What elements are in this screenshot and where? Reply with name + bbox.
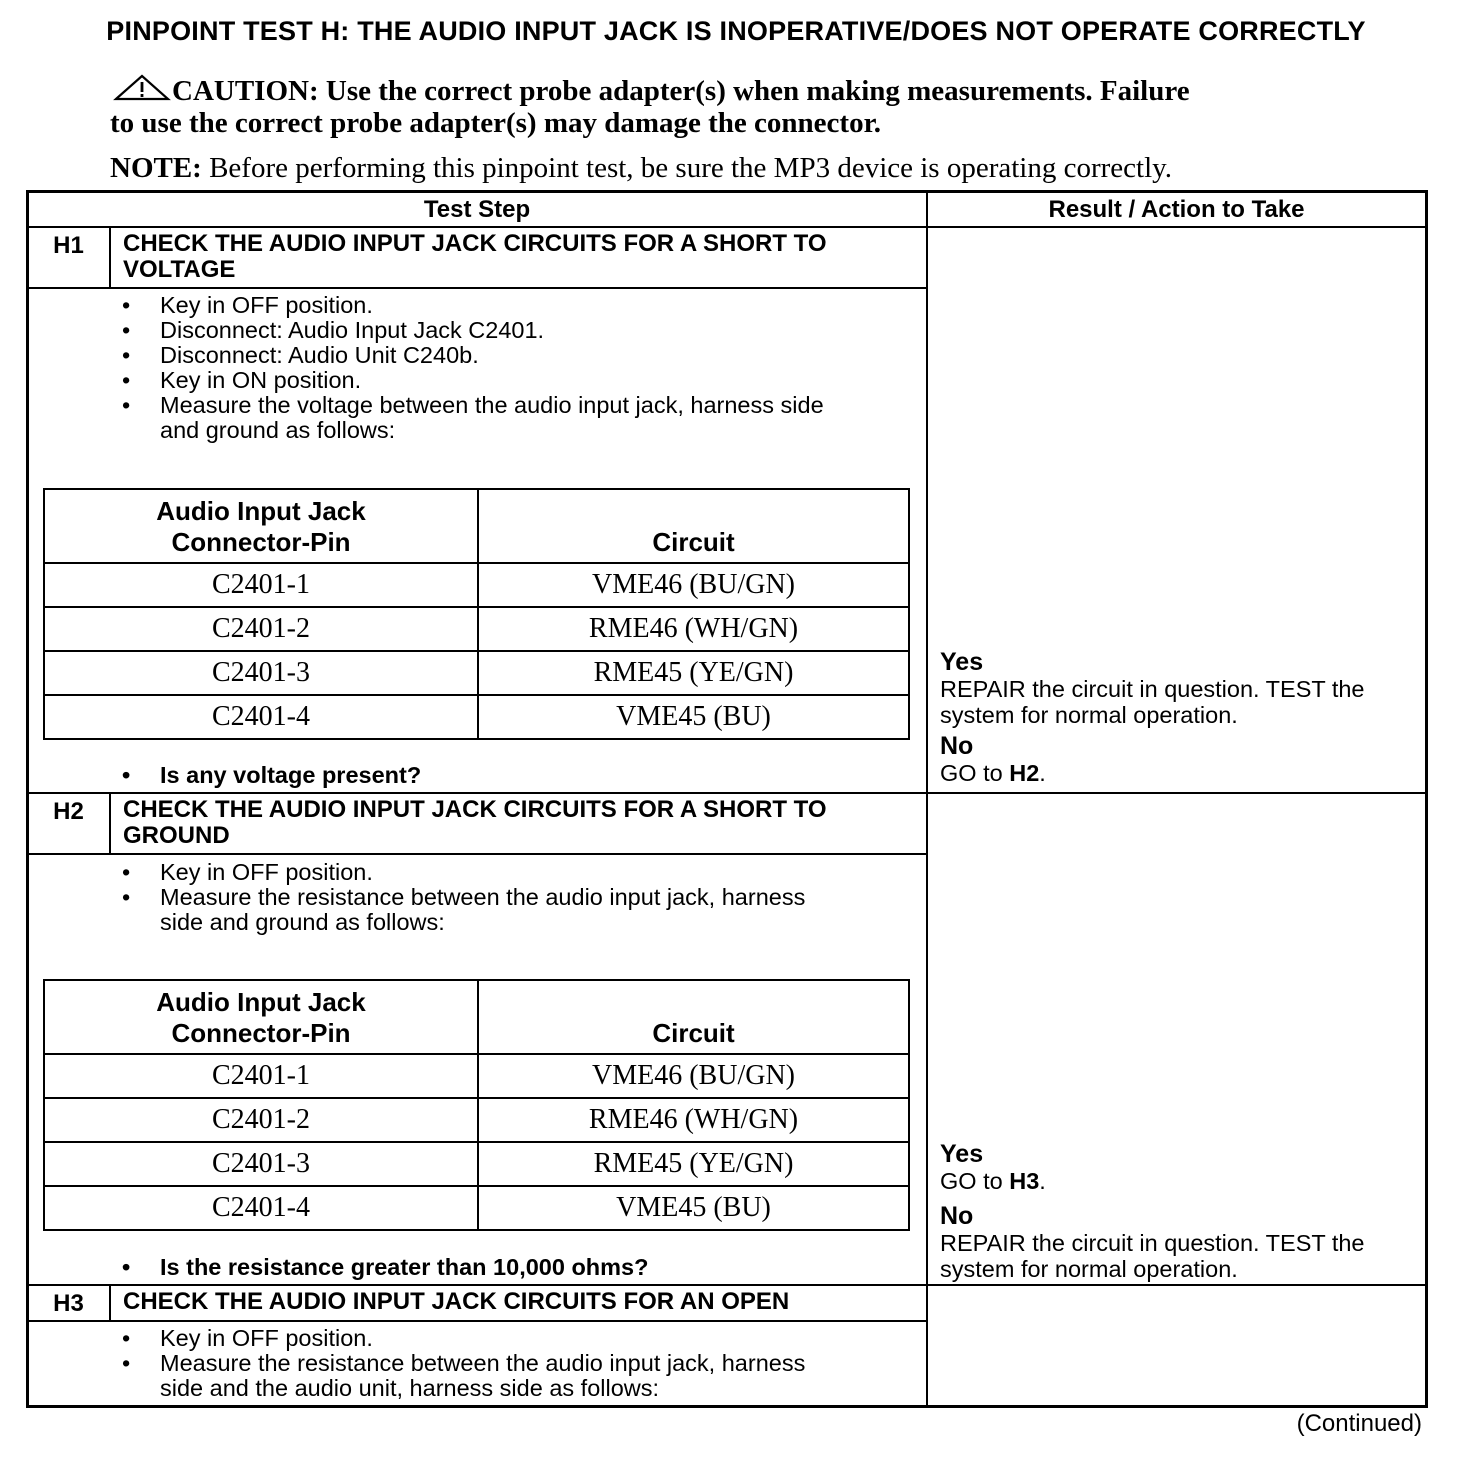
question-h2: • Is the resistance greater than 10,000 ohms? [122,1254,649,1280]
list-item-text: and ground as follows: [160,417,396,443]
no-label: No [940,1202,974,1230]
list-item-text: Key in OFF position. [160,859,373,885]
circuit-cell: VME46 (BU/GN) [478,563,909,607]
list-item [110,910,805,935]
note-label: NOTE: [110,152,202,184]
pin-cell: C2401-3 [44,1142,478,1186]
step-title-line: CHECK THE AUDIO INPUT JACK CIRCUITS FOR A SHORT TO [123,796,827,823]
step-title-line: CHECK THE AUDIO INPUT JACK CIRCUITS FOR A SHORT TO [123,230,827,257]
list-item-text: Measure the resistance between the audio input jack, harness [160,884,806,910]
note-text: Before performing this pinpoint test, be sure the MP3 device is operating correctly. [201,152,1173,184]
header-test-step: Test Step [423,196,531,223]
list-item-text: Key in OFF position. [160,292,373,318]
list-item-text: Measure the voltage between the audio input jack, harness side [160,392,824,418]
step-title-h3 [123,1289,789,1315]
circuit-cell: VME46 (BU/GN) [478,1054,909,1098]
list-item: • Disconnect: Audio Unit C240b. [122,342,479,368]
circuit-cell: RME45 (YE/GN) [478,1142,909,1186]
yes-prefix: GO to [940,1168,1010,1194]
circuit-cell: RME45 (YE/GN) [478,651,909,695]
yes-ref: H3 [1009,1168,1040,1194]
list-item: • Key in OFF position. [122,859,373,885]
caution-text-line1: Use the correct probe adapter(s) when making measurements. Failure [318,75,1190,107]
list-item: • Disconnect: Audio Input Jack C2401. [122,317,545,343]
warning-triangle-icon [112,74,172,102]
circuit-cell: RME46 (WH/GN) [478,607,909,651]
yes-text [940,1168,1365,1194]
header-result: Result / Action to Take [1048,196,1305,223]
pin-header [44,489,478,563]
pin-header-line: Connector-Pin [171,527,351,557]
page-title: PINPOINT TEST H: THE AUDIO INPUT JACK IS INOPERATIVE/DOES NOT OPERATE CORRECTLY [106,16,1366,46]
table-row [44,563,909,607]
no-text: system for normal operation. [940,1256,1238,1282]
list-item-text: Disconnect: Audio Unit C240b. [160,342,479,368]
step-id-h2: H2 [53,798,84,825]
list-item: • Key in ON position. [122,367,362,393]
table-row [44,1142,909,1186]
question-text: Is any voltage present? [160,762,422,788]
pin-cell: C2401-2 [44,607,478,651]
pin-cell: C2401-4 [44,1186,478,1230]
yes-label: Yes [940,1140,984,1168]
note-block [110,151,1172,185]
yes-label: Yes [940,648,984,676]
step-title-line: CHECK THE AUDIO INPUT JACK CIRCUITS FOR AN OPEN [123,1288,790,1315]
no-text [940,760,1365,786]
circuit-cell: RME46 (WH/GN) [478,1098,909,1142]
step-id-h3: H3 [53,1290,84,1317]
pin-cell: C2401-3 [44,651,478,695]
list-item-text: side and the audio unit, harness side as follows: [160,1375,660,1401]
result-h2 [940,1140,1365,1282]
pin-header-line: Connector-Pin [171,1018,351,1048]
pin-cell: C2401-1 [44,1054,478,1098]
pin-header-line: Audio Input Jack [156,496,366,526]
list-item: • Measure the voltage between the audio input jack, harness side [122,392,824,418]
caution-text-line2: to use the correct probe adapter(s) may damage the connector. [110,107,882,139]
circuit-header: Circuit [478,980,909,1054]
result-h1 [940,648,1365,786]
yes-text: REPAIR the circuit in question. TEST the [940,676,1365,702]
table-row [44,1054,909,1098]
bullet-list-h1 [110,293,824,443]
caution-block [112,74,1352,139]
list-item: • Key in OFF position. [122,1325,373,1351]
list-item-text: Measure the resistance between the audio input jack, harness [160,1350,806,1376]
pin-table-h2 [43,979,910,1231]
question-text: Is the resistance greater than 10,000 ohms? [160,1254,649,1280]
bullet-list-h3 [110,1326,805,1401]
circuit-cell: VME45 (BU) [478,1186,909,1230]
table-row [44,607,909,651]
pin-cell: C2401-2 [44,1098,478,1142]
no-prefix: GO to [940,760,1010,786]
list-item [110,418,824,443]
list-item-text: Key in ON position. [160,367,362,393]
list-item-text: side and ground as follows: [160,909,445,935]
pin-header-line: Audio Input Jack [156,987,366,1017]
question-h1: • Is any voltage present? [122,762,422,788]
pin-header [44,980,478,1054]
yes-suffix: . [1039,1168,1046,1194]
list-item [110,1376,805,1401]
step-title-line: VOLTAGE [123,256,236,283]
continued-label: (Continued) [1296,1410,1422,1437]
no-text: REPAIR the circuit in question. TEST the [940,1230,1365,1256]
list-item: • Measure the resistance between the audio input jack, harness [122,884,806,910]
table-row [44,1186,909,1230]
step-title-h1 [123,231,827,283]
table-row [44,651,909,695]
no-label: No [940,732,974,760]
pin-cell: C2401-4 [44,695,478,739]
no-suffix: . [1039,760,1046,786]
list-item: • Key in OFF position. [122,292,373,318]
step-id-h1: H1 [53,232,84,259]
no-ref: H2 [1009,760,1040,786]
pin-cell: C2401-1 [44,563,478,607]
circuit-cell: VME45 (BU) [478,695,909,739]
circuit-header: Circuit [478,489,909,563]
yes-text: system for normal operation. [940,702,1238,728]
caution-label: CAUTION: [172,75,319,107]
list-item-text: Key in OFF position. [160,1325,373,1351]
list-item: • Measure the resistance between the audio input jack, harness [122,1350,806,1376]
bullet-list-h2 [110,860,805,935]
list-item-text: Disconnect: Audio Input Jack C2401. [160,317,545,343]
table-row [44,1098,909,1142]
step-title-line: GROUND [123,822,230,849]
table-row [44,695,909,739]
pin-table-h1 [43,488,910,740]
step-title-h2 [123,797,827,849]
